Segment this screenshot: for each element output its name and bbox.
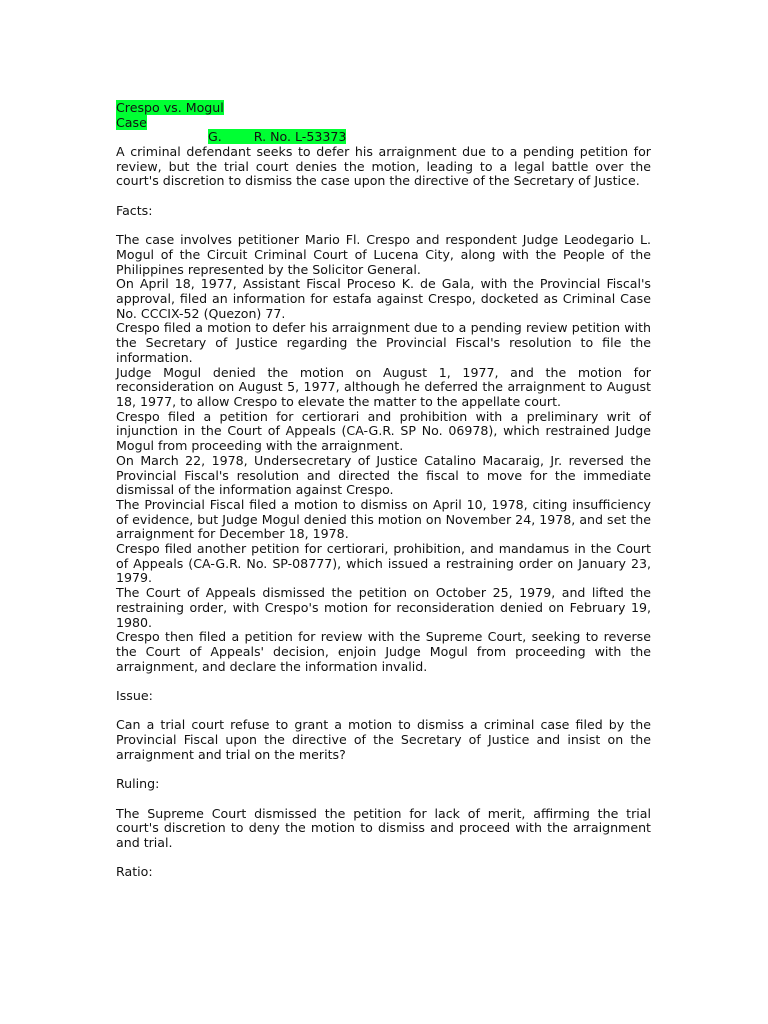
- facts-paragraph: On April 18, 1977, Assistant Fiscal Proceso K. de Gala, with the Provincial Fiscal's approval, filed an information for estafa against Crespo, docketed as Criminal Case No. CCCIX-52 (Quezon) 77.: [116, 276, 651, 321]
- case-title: Crespo vs. Mogul: [116, 100, 224, 115]
- spacer: [116, 763, 651, 778]
- spacer: [116, 189, 651, 204]
- case-word: Case: [116, 114, 147, 130]
- facts-paragraph: The case involves petitioner Mario Fl. Crespo and respondent Judge Leodegario L. Mogul of the Circuit Criminal Court of Lucena City, along with the People of the Philippines represented by the Solicitor General.: [116, 232, 651, 277]
- spacer: [116, 851, 651, 866]
- ratio-heading: Ratio:: [116, 864, 153, 880]
- spacer: [116, 792, 651, 807]
- facts-paragraph: The Court of Appeals dismissed the petition on October 25, 1979, and lifted the restraining order, with Crespo's motion for reconsideration denied on February 19, 1980.: [116, 585, 651, 630]
- facts-paragraph: Crespo filed a motion to defer his arraignment due to a pending review petition with the Secretary of Justice regarding the Provincial Fiscal's resolution to file the information.: [116, 320, 651, 365]
- spacer: [116, 704, 651, 719]
- intro-paragraph: A criminal defendant seeks to defer his arraignment due to a pending petition for review, but the trial court denies the motion, leading to a legal battle over the court's discretion to dismiss the case upon the directive of the Secretary of Justice.: [116, 144, 651, 189]
- facts-paragraph: On March 22, 1978, Undersecretary of Justice Catalino Macaraig, Jr. reversed the Provincial Fiscal's resolution and directed the fiscal to move for the immediate dismissal of the information against Crespo.: [116, 452, 651, 498]
- ruling-heading: Ruling:: [116, 776, 160, 792]
- facts-list: [116, 233, 651, 674]
- facts-paragraph: The Provincial Fiscal filed a motion to dismiss on April 10, 1978, citing insufficiency of evidence, but Judge Mogul denied this motion on November 24, 1978, and set the arraignment for December 18, 1978.: [116, 496, 651, 542]
- issue-paragraph: Can a trial court refuse to grant a motion to dismiss a criminal case filed by the Provincial Fiscal upon the directive of the Secretary of Justice and insist on the arraignment and trial on the merits?: [116, 717, 651, 762]
- spacer: [116, 674, 651, 689]
- facts-paragraph: Crespo filed another petition for certiorari, prohibition, and mandamus in the Court of Appeals (CA-G.R. No. SP-08777), which issued a restraining order on January 23, 1979.: [116, 541, 651, 586]
- facts-heading: Facts:: [116, 202, 153, 218]
- gr-number-line: [116, 130, 651, 145]
- facts-paragraph: Judge Mogul denied the motion on August 1, 1977, and the motion for reconsideration on August 5, 1977, although he deferred the arraignment to August 18, 1977, to allow Crespo to elevate the matter to the appellate court.: [116, 364, 651, 409]
- facts-paragraph: Crespo filed a petition for certiorari and prohibition with a preliminary writ of injunction in the Court of Appeals (CA-G.R. SP No. 06978), which restrained Judge Mogul from proceeding with the arraignment.: [116, 408, 651, 454]
- case-title-line: [116, 101, 651, 116]
- gr-number: G. R. No. L-53373: [208, 129, 347, 145]
- spacer: [116, 219, 651, 234]
- document-page: [116, 101, 651, 880]
- facts-paragraph: Crespo then filed a petition for review with the Supreme Court, seeking to reverse the Court of Appeals' decision, enjoin Judge Mogul from proceeding with the arraignment, and declare the information invalid.: [116, 629, 651, 674]
- case-word-line: [116, 116, 651, 131]
- issue-heading: Issue:: [116, 688, 153, 704]
- ruling-paragraph: The Supreme Court dismissed the petition for lack of merit, affirming the trial court's discretion to deny the motion to dismiss and proceed with the arraignment and trial.: [116, 805, 651, 851]
